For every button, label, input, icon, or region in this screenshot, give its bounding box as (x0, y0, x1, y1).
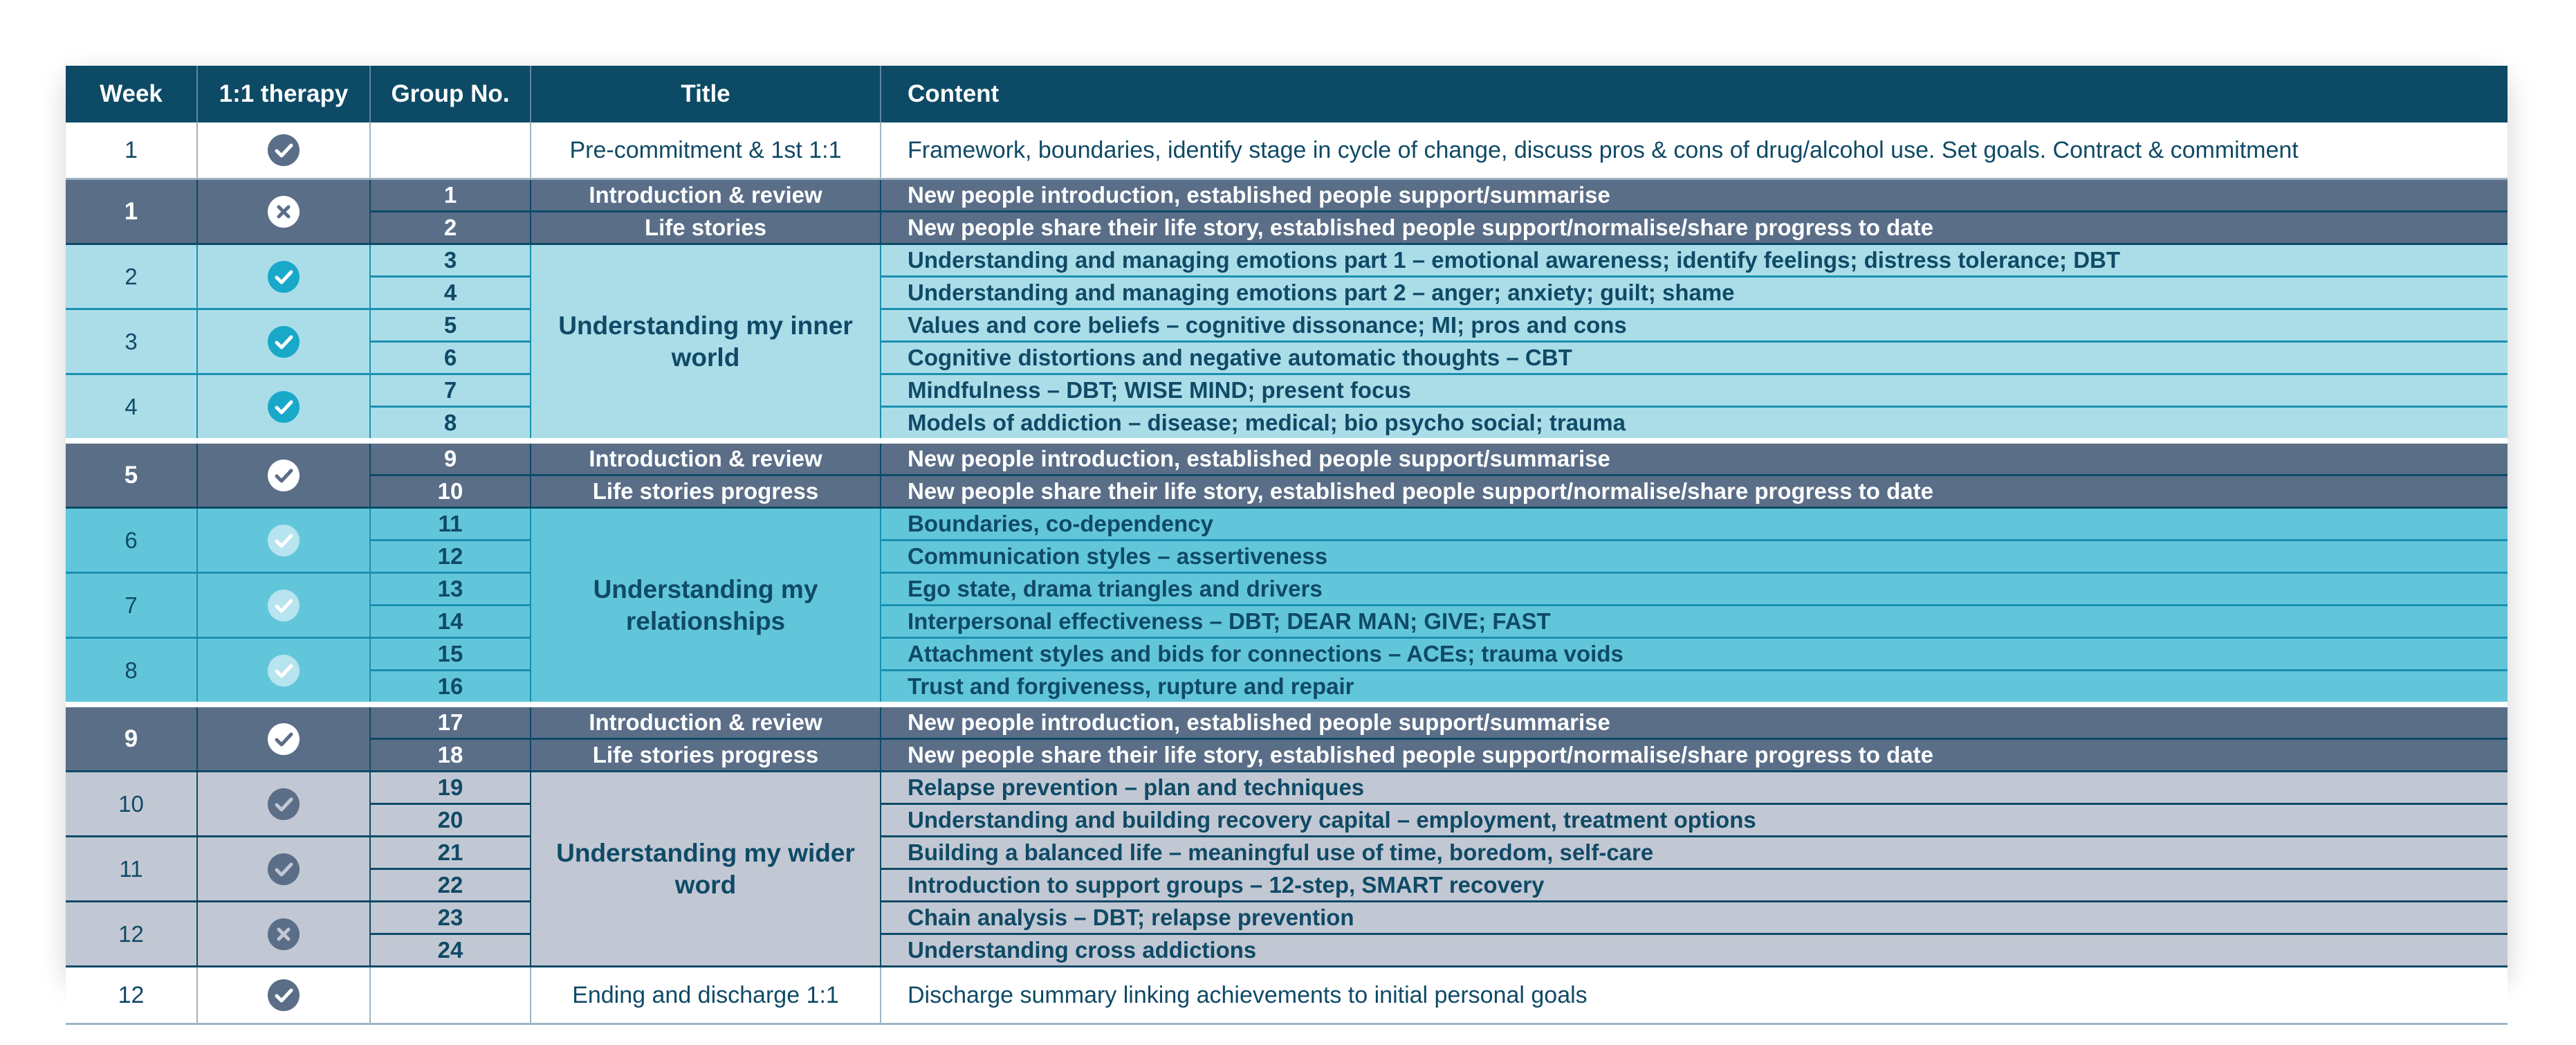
content-cell: Values and core beliefs – cognitive dissonance; MI; pros and cons (881, 309, 2508, 342)
title-cell: Introduction & review (531, 441, 881, 475)
table-row (66, 573, 2508, 606)
cross-circle-icon (268, 196, 300, 228)
content-cell: Attachment styles and bids for connections – ACEs; trauma voids (881, 638, 2508, 671)
group-cell: 2 (370, 212, 531, 244)
group-cell: 11 (370, 508, 531, 540)
group-cell: 5 (370, 309, 531, 342)
therapy-cell (197, 772, 370, 837)
title-cell: Life stories progress (531, 475, 881, 508)
group-cell: 21 (370, 837, 531, 869)
week-cell: 10 (66, 772, 197, 837)
header-group: Group No. (370, 66, 531, 122)
title-cell: Pre-commitment & 1st 1:1 (531, 122, 881, 179)
table-row (66, 475, 2508, 508)
group-cell: 24 (370, 934, 531, 967)
table-row (66, 179, 2508, 212)
content-cell: Models of addiction – disease; medical; bio psycho social; trauma (881, 407, 2508, 442)
group-cell: 8 (370, 407, 531, 442)
content-cell: Understanding and managing emotions part 2 – anger; anxiety; guilt; shame (881, 277, 2508, 309)
content-cell: New people share their life story, established people support/normalise/share progress to date (881, 739, 2508, 772)
title-cell: Life stories (531, 212, 881, 244)
table-row (66, 804, 2508, 837)
group-cell: 10 (370, 475, 531, 508)
content-cell: Communication styles – assertiveness (881, 540, 2508, 573)
title-cell: Introduction & review (531, 179, 881, 212)
header-content: Content (881, 66, 2508, 122)
content-cell: New people introduction, established people support/summarise (881, 179, 2508, 212)
therapy-cell (197, 967, 370, 1024)
block-title: Understanding my inner world (531, 244, 881, 442)
table-row (66, 967, 2508, 1024)
group-cell: 6 (370, 342, 531, 374)
table-row (66, 244, 2508, 277)
check-circle-icon (268, 655, 300, 687)
group-cell (370, 967, 531, 1024)
content-cell: Mindfulness – DBT; WISE MIND; present focus (881, 374, 2508, 407)
content-cell: Interpersonal effectiveness – DBT; DEAR MAN; GIVE; FAST (881, 606, 2508, 638)
table-row (66, 739, 2508, 772)
check-circle-icon (268, 853, 300, 885)
block-title: Understanding my relationships (531, 508, 881, 705)
schedule-table (66, 66, 2508, 1025)
week-cell: 6 (66, 508, 197, 573)
week-cell: 11 (66, 837, 197, 902)
group-cell: 4 (370, 277, 531, 309)
title-cell: Introduction & review (531, 705, 881, 739)
table-row (66, 508, 2508, 540)
table-row (66, 705, 2508, 739)
group-cell: 19 (370, 772, 531, 804)
schedule-card (66, 66, 2508, 1008)
group-cell: 9 (370, 441, 531, 475)
check-circle-icon (268, 391, 300, 423)
group-cell: 16 (370, 671, 531, 705)
table-row (66, 212, 2508, 244)
group-cell: 20 (370, 804, 531, 837)
group-cell: 12 (370, 540, 531, 573)
week-cell: 3 (66, 309, 197, 374)
therapy-cell (197, 179, 370, 244)
table-row (66, 772, 2508, 804)
table-row (66, 374, 2508, 407)
content-cell: Building a balanced life – meaningful use of time, boredom, self-care (881, 837, 2508, 869)
group-cell: 13 (370, 573, 531, 606)
content-cell: Boundaries, co-dependency (881, 508, 2508, 540)
table-row (66, 309, 2508, 342)
therapy-cell (197, 309, 370, 374)
therapy-cell (197, 705, 370, 772)
content-cell: Understanding and managing emotions part 1 – emotional awareness; identify feelings; distress tolerance; DBT (881, 244, 2508, 277)
table-row (66, 441, 2508, 475)
table-row (66, 638, 2508, 671)
title-cell: Ending and discharge 1:1 (531, 967, 881, 1024)
table-row (66, 540, 2508, 573)
group-cell: 3 (370, 244, 531, 277)
table-row (66, 122, 2508, 179)
content-cell: New people introduction, established people support/summarise (881, 441, 2508, 475)
content-cell: Understanding and building recovery capital – employment, treatment options (881, 804, 2508, 837)
week-cell: 2 (66, 244, 197, 309)
header-week: Week (66, 66, 197, 122)
check-circle-icon (268, 326, 300, 358)
header-title: Title (531, 66, 881, 122)
therapy-cell (197, 508, 370, 573)
content-cell: Discharge summary linking achievements to initial personal goals (881, 967, 2508, 1024)
group-cell: 22 (370, 869, 531, 902)
check-circle-icon (268, 460, 300, 491)
week-cell: 4 (66, 374, 197, 442)
check-circle-icon (268, 979, 300, 1011)
week-cell: 1 (66, 179, 197, 244)
check-circle-icon (268, 261, 300, 293)
title-cell: Life stories progress (531, 739, 881, 772)
check-circle-icon (268, 590, 300, 621)
table-row (66, 277, 2508, 309)
week-cell: 9 (66, 705, 197, 772)
group-cell: 14 (370, 606, 531, 638)
content-cell: New people share their life story, established people support/normalise/share progress to date (881, 475, 2508, 508)
table-row (66, 671, 2508, 705)
table-row (66, 869, 2508, 902)
header-row (66, 66, 2508, 122)
cross-circle-icon (268, 918, 300, 950)
table-row (66, 934, 2508, 967)
content-cell: New people introduction, established people support/summarise (881, 705, 2508, 739)
therapy-cell (197, 244, 370, 309)
group-cell: 7 (370, 374, 531, 407)
group-cell: 15 (370, 638, 531, 671)
check-circle-icon (268, 525, 300, 556)
therapy-cell (197, 837, 370, 902)
week-cell: 1 (66, 122, 197, 179)
header-therapy: 1:1 therapy (197, 66, 370, 122)
content-cell: Relapse prevention – plan and techniques (881, 772, 2508, 804)
group-cell: 1 (370, 179, 531, 212)
therapy-cell (197, 374, 370, 442)
therapy-cell (197, 638, 370, 705)
week-cell: 12 (66, 902, 197, 967)
check-circle-icon (268, 134, 300, 166)
therapy-cell (197, 441, 370, 508)
group-cell: 18 (370, 739, 531, 772)
group-cell: 23 (370, 902, 531, 934)
check-circle-icon (268, 788, 300, 820)
table-row (66, 902, 2508, 934)
group-cell (370, 122, 531, 179)
content-cell: Ego state, drama triangles and drivers (881, 573, 2508, 606)
table-row (66, 606, 2508, 638)
week-cell: 7 (66, 573, 197, 638)
content-cell: Understanding cross addictions (881, 934, 2508, 967)
content-cell: Framework, boundaries, identify stage in cycle of change, discuss pros & cons of drug/alcohol use. Set goals. Contract & commitment (881, 122, 2508, 179)
content-cell: New people share their life story, established people support/normalise/share progress to date (881, 212, 2508, 244)
table-row (66, 837, 2508, 869)
therapy-cell (197, 902, 370, 967)
content-cell: Introduction to support groups – 12-step, SMART recovery (881, 869, 2508, 902)
check-circle-icon (268, 723, 300, 755)
week-cell: 5 (66, 441, 197, 508)
table-row (66, 342, 2508, 374)
block-title: Understanding my wider word (531, 772, 881, 967)
therapy-cell (197, 573, 370, 638)
content-cell: Chain analysis – DBT; relapse prevention (881, 902, 2508, 934)
therapy-cell (197, 122, 370, 179)
week-cell: 12 (66, 967, 197, 1024)
content-cell: Trust and forgiveness, rupture and repair (881, 671, 2508, 705)
content-cell: Cognitive distortions and negative automatic thoughts – CBT (881, 342, 2508, 374)
week-cell: 8 (66, 638, 197, 705)
table-row (66, 407, 2508, 442)
group-cell: 17 (370, 705, 531, 739)
